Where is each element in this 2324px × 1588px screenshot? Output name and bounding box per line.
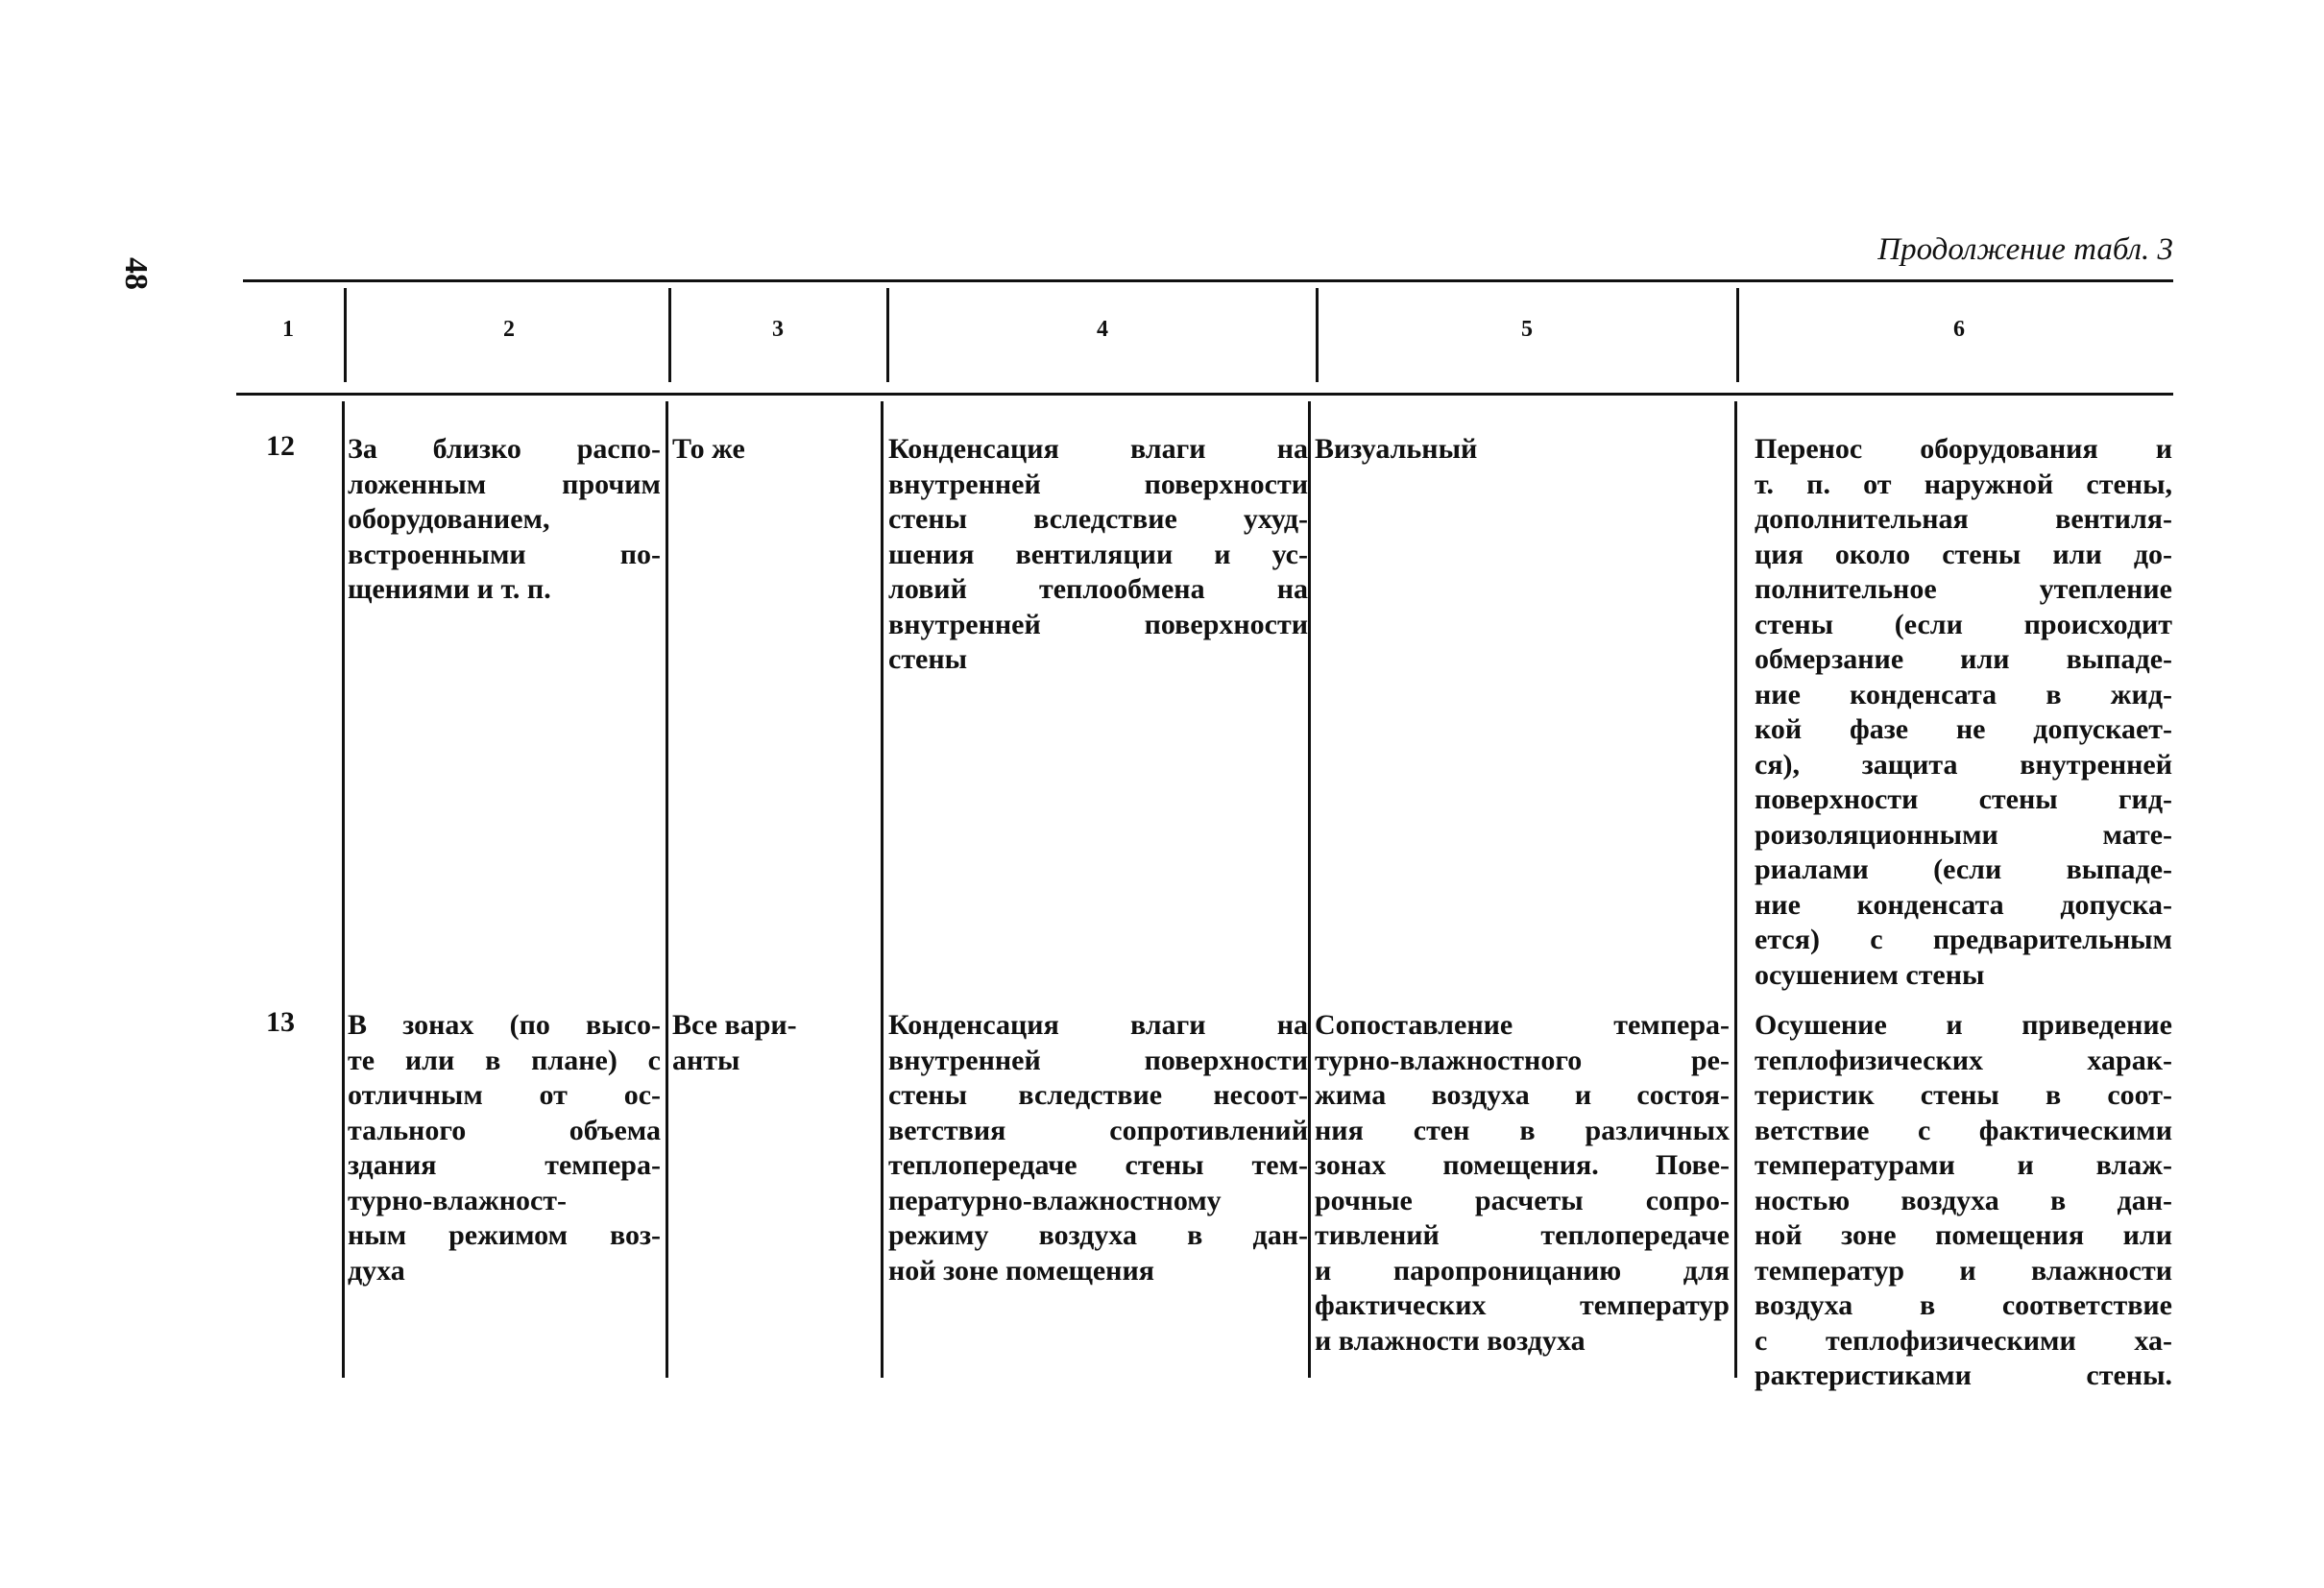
line: ветствия сопротивлений	[888, 1114, 1308, 1146]
row-12-col-3	[672, 432, 876, 468]
line: Осушение и приведение	[1755, 1009, 2172, 1041]
column-divider	[881, 401, 884, 1378]
line: ловий теплообмена на	[888, 573, 1308, 605]
line: Конденсация влаги на	[888, 433, 1308, 465]
line: кой фазе не допускает-	[1755, 713, 2172, 745]
line: поверхности стены гид-	[1755, 783, 2172, 815]
header-divider	[1736, 288, 1739, 382]
line: роизоляционными мате-	[1755, 818, 2172, 851]
line: осушением стены	[1755, 958, 1985, 991]
line: духа	[348, 1254, 405, 1287]
line: анты	[672, 1044, 740, 1076]
row-13-col-5	[1315, 1008, 1730, 1359]
header-col-3: 3	[772, 317, 784, 342]
line: рактеристиками стены.	[1755, 1359, 2172, 1391]
line: фактических температур	[1315, 1289, 1730, 1321]
line: ется) с предварительным	[1755, 924, 2172, 955]
line: Перенос оборудования и	[1755, 433, 2172, 465]
line: тивлений теплопередаче	[1315, 1219, 1730, 1251]
row-12-col-5	[1315, 432, 1730, 468]
table-caption: Продолжение табл. 3	[1877, 232, 2173, 267]
header-col-2: 2	[503, 317, 515, 342]
line: здания темпера-	[348, 1149, 661, 1181]
line: ся), защита внутренней	[1755, 748, 2172, 781]
line: ния стен в различных	[1315, 1114, 1730, 1146]
line: ностью воздуха в дан-	[1755, 1184, 2172, 1216]
line: теплофизических харак-	[1755, 1044, 2172, 1076]
header-col-6: 6	[1953, 317, 1965, 342]
line: внутренней поверхности	[888, 1044, 1308, 1076]
line: стены вследствие несоот-	[888, 1079, 1308, 1111]
line: теплопередаче стены тем-	[888, 1149, 1308, 1181]
line: режиму воздуха в дан-	[888, 1219, 1308, 1251]
line: ветствие с фактическими	[1755, 1114, 2172, 1146]
line: и паропроницанию для	[1315, 1254, 1730, 1287]
line: стены вследствие ухуд-	[888, 503, 1308, 535]
row-13-col-2	[348, 1008, 661, 1288]
line: щениями и т. п.	[348, 573, 551, 605]
line: ложенным прочим	[348, 468, 661, 500]
line: те или в плане) с	[348, 1044, 661, 1076]
row-number: 12	[266, 430, 295, 462]
line: температурами и влаж-	[1755, 1149, 2172, 1181]
line: теристик стены в соот-	[1755, 1079, 2172, 1111]
line: зонах помещения. Пове-	[1315, 1149, 1730, 1181]
line: Сопоставление темпера-	[1315, 1009, 1730, 1041]
line: температур и влажности	[1755, 1254, 2172, 1287]
line: внутренней поверхности	[888, 608, 1308, 640]
line: обмерзание или выпаде-	[1755, 643, 2172, 675]
row-13-col-3	[672, 1008, 876, 1078]
line: ной зоне помещения или	[1755, 1219, 2172, 1251]
page-number: 48	[118, 257, 154, 290]
header-col-4: 4	[1097, 317, 1108, 342]
line: Визуальный	[1315, 433, 1478, 465]
line: В зонах (по высо-	[348, 1009, 661, 1041]
row-12-col-4	[888, 432, 1308, 678]
line: тального объема	[348, 1114, 661, 1146]
line: рочные расчеты сопро-	[1315, 1184, 1730, 1216]
line: Все вари-	[672, 1009, 797, 1041]
line: внутренней поверхности	[888, 468, 1308, 500]
line: ние конденсата допуска-	[1755, 888, 2172, 921]
header-divider	[1316, 288, 1319, 382]
line: То же	[672, 433, 745, 465]
line: и влажности воздуха	[1315, 1324, 1586, 1357]
line: ние конденсата в жид-	[1755, 678, 2172, 710]
line: Конденсация влаги на	[888, 1009, 1308, 1041]
line: ной зоне помещения	[888, 1254, 1154, 1287]
row-13-col-6	[1755, 1008, 2172, 1394]
header-col-5: 5	[1521, 317, 1533, 342]
line: За близко распо-	[348, 433, 661, 465]
line: с теплофизическими ха-	[1755, 1324, 2172, 1357]
line: шения вентиляции и ус-	[888, 538, 1308, 570]
line: стены	[888, 643, 968, 675]
header-divider	[668, 288, 671, 382]
row-12-col-6	[1755, 432, 2172, 993]
top-rule	[243, 279, 2173, 282]
line: воздуха в соответствие	[1755, 1289, 2172, 1321]
line: жима воздуха и состоя-	[1315, 1079, 1730, 1111]
line: полнительное утепление	[1755, 573, 2172, 605]
header-rule	[236, 393, 2173, 396]
line: дополнительная вентиля-	[1755, 503, 2172, 535]
line: т. п. от наружной стены,	[1755, 468, 2172, 500]
line: ным режимом воз-	[348, 1219, 661, 1251]
line: стены (если происходит	[1755, 608, 2172, 640]
header-col-1: 1	[282, 317, 294, 342]
header-divider	[344, 288, 347, 382]
line: турно-влажностного ре-	[1315, 1044, 1730, 1076]
line: риалами (если выпаде-	[1755, 854, 2172, 885]
row-number: 13	[266, 1006, 295, 1038]
header-divider	[886, 288, 889, 382]
column-divider	[1308, 401, 1311, 1378]
line: турно-влажност-	[348, 1184, 568, 1216]
row-12-col-2	[348, 432, 661, 608]
column-divider	[342, 401, 345, 1378]
line: отличным от ос-	[348, 1079, 661, 1111]
column-divider	[666, 401, 668, 1378]
row-13-col-4	[888, 1008, 1308, 1288]
line: оборудованием,	[348, 503, 550, 535]
line: ция около стены или до-	[1755, 538, 2172, 570]
line: встроенными по-	[348, 538, 661, 570]
line: пературно-влажностному	[888, 1184, 1222, 1216]
column-divider	[1734, 401, 1737, 1378]
